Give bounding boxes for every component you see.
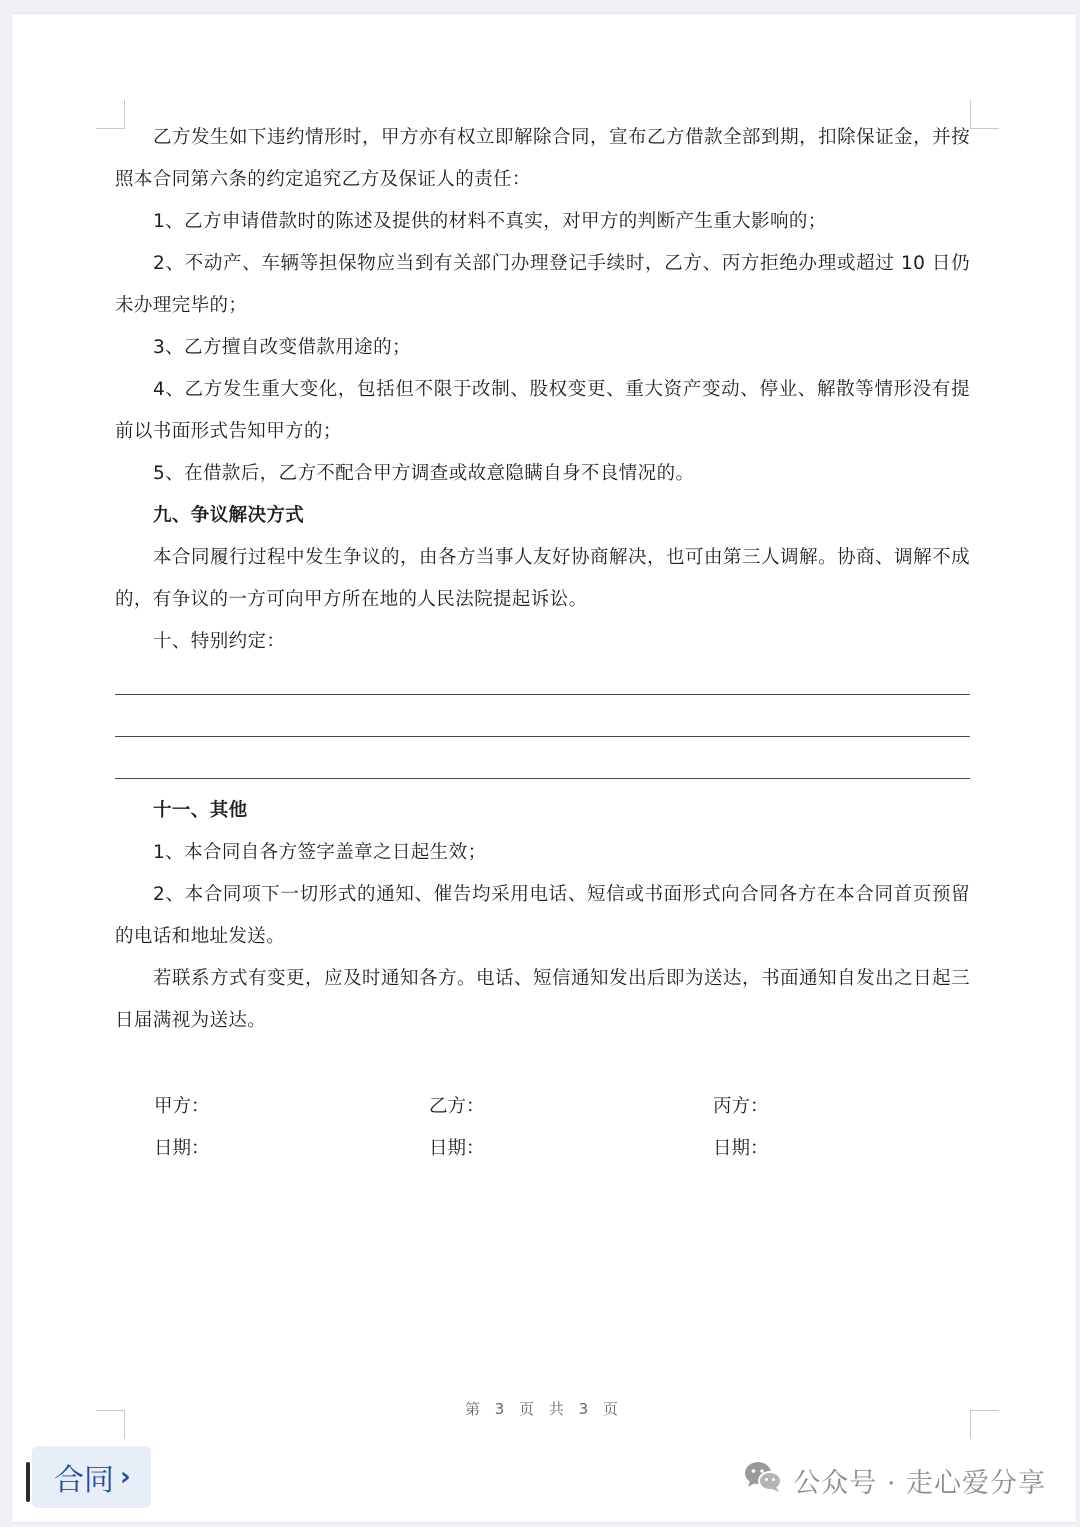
- section-11-title: 十一、其他: [153, 800, 248, 821]
- section-11-body: 若联系方式有变更，应及时通知各方。电话、短信通知发出后即为送达，书面通知自发出之日起三日届满视为送达。: [115, 968, 970, 1031]
- blank-line-3: [115, 778, 970, 779]
- section-11-item-2: 2、本合同项下一切形式的通知、催告均采用电话、短信或书面形式向合同各方在本合同首页预留的电话和地址发送。: [115, 884, 970, 947]
- tag-accent-bar: [26, 1462, 30, 1502]
- contract-tag-link[interactable]: [32, 1446, 151, 1508]
- section-9-body: 本合同履行过程中发生争议的，由各方当事人友好协商解决，也可由第三人调解。协商、调解不成的，有争议的一方可向甲方所在地的人民法院提起诉讼。: [115, 547, 970, 610]
- wechat-icon: [743, 1460, 783, 1501]
- party-a-date-label: 日期：: [154, 1138, 210, 1159]
- breach-intro: 乙方发生如下违约情形时，甲方亦有权立即解除合同，宣布乙方借款全部到期，扣除保证金，并按照本合同第六条的约定追究乙方及保证人的责任：: [115, 127, 970, 190]
- breach-item-2: 2、不动产、车辆等担保物应当到有关部门办理登记手续时，乙方、丙方拒绝办理或超过 10 日仍未办理完毕的；: [115, 253, 970, 316]
- party-c-signature-label: 丙方：: [713, 1096, 769, 1117]
- blank-line-1: [115, 694, 970, 695]
- section-11-item-1: 1、本合同自各方签字盖章之日起生效；: [153, 842, 487, 863]
- party-b-date-label: 日期：: [429, 1138, 485, 1159]
- chevron-right-icon: ›: [120, 1462, 131, 1492]
- breach-item-1: 1、乙方申请借款时的陈述及提供的材料不真实，对甲方的判断产生重大影响的；: [153, 211, 827, 232]
- breach-item-5: 5、在借款后，乙方不配合甲方调查或故意隐瞒自身不良情况的。: [153, 463, 695, 484]
- watermark-text: 公众号 · 走心爱分享: [793, 1468, 1046, 1499]
- tag-label: 合同: [54, 1463, 114, 1498]
- section-9-title: 九、争议解决方式: [153, 505, 305, 526]
- page-number-footer: 第 3 页 共 3 页: [465, 1400, 623, 1418]
- party-b-signature-label: 乙方：: [429, 1096, 485, 1117]
- section-10-title: 十、特别约定：: [153, 631, 286, 652]
- breach-item-4: 4、乙方发生重大变化，包括但不限于改制、股权变更、重大资产变动、停业、解散等情形没有提前以书面形式告知甲方的；: [115, 379, 970, 442]
- breach-item-3: 3、乙方擅自改变借款用途的；: [153, 337, 411, 358]
- crop-mark-top-right: [970, 100, 999, 129]
- party-c-date-label: 日期：: [713, 1138, 769, 1159]
- party-a-signature-label: 甲方：: [154, 1096, 210, 1117]
- account-watermark: [743, 1460, 1046, 1501]
- document-page: [12, 14, 1076, 1522]
- blank-line-2: [115, 736, 970, 737]
